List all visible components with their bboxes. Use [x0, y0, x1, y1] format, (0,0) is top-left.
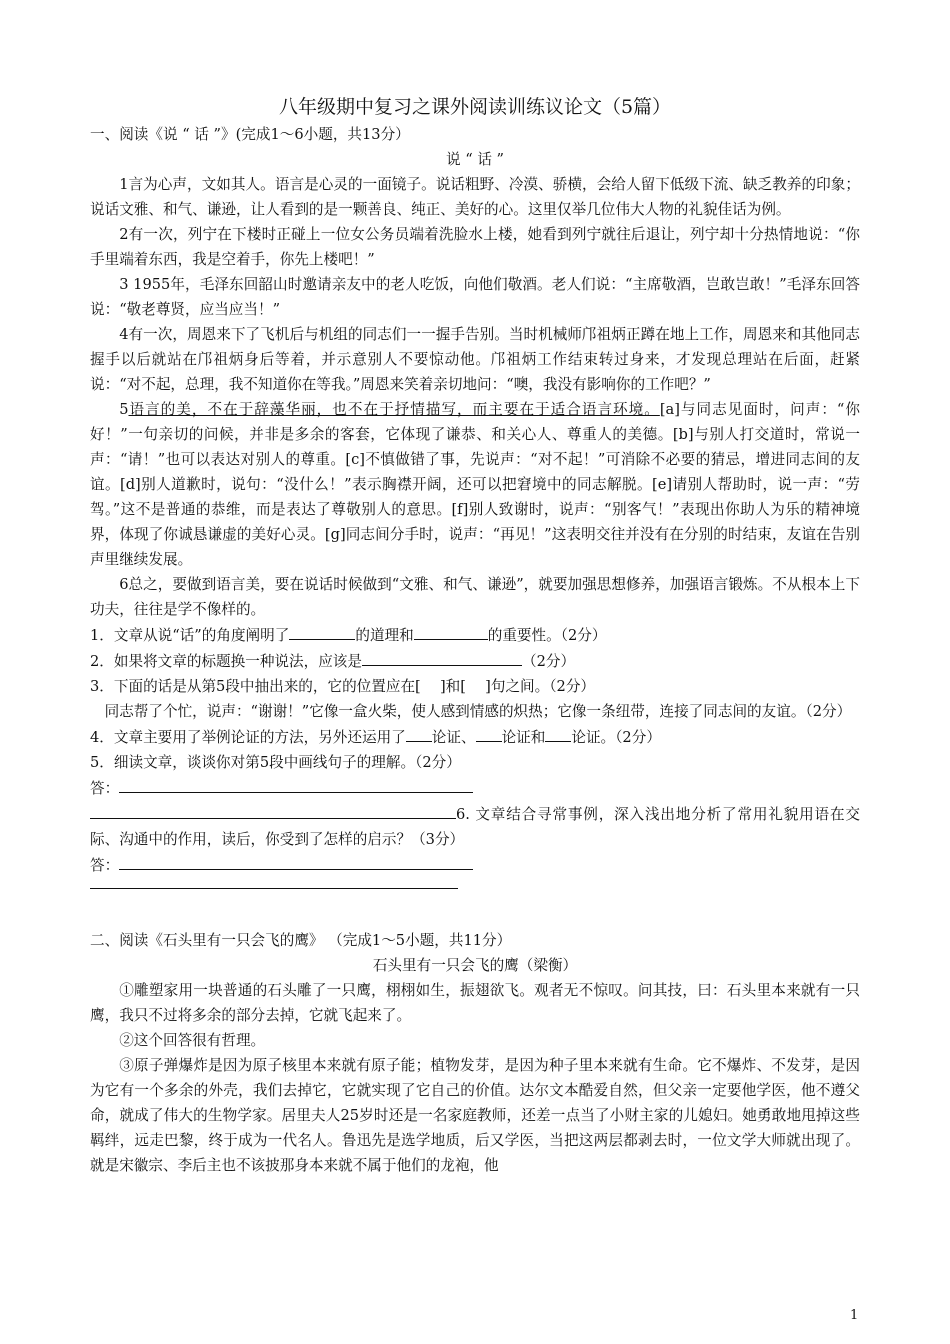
page-number: 1 — [850, 1308, 859, 1323]
section-gap — [90, 903, 860, 928]
article1-paragraph-5 — [90, 397, 860, 572]
article1-paragraph-4: 4有一次，周恩来下了飞机后与机组的同志们一一握手告别。当时机械师邝祖炳正蹲在地上工作，周恩来和其他同志握手以后就站在邝祖炳身后等着，并示意别人不要惊动他。邝祖炳工作结束转过身来，才发现总理站在后面，赶紧说：“对不起，总理，我不知道你在等我。”周恩来笑着亲切地问：“噢，我没有影响你的工作吧？” — [90, 326, 860, 393]
article1-paragraph-2: 2有一次，列宁在下楼时正碰上一位女公务员端着洗脸水上楼，她看到列宁就往后退让，列宁却十分热情地说：“你手里端着东西，我是空着手，你先上楼吧！” — [90, 226, 860, 268]
answer-blank[interactable] — [414, 622, 488, 640]
answer-line[interactable] — [90, 878, 458, 889]
paragraph-5-body: [a]与同志见面时，问声：“你好！”一句亲切的问候，并非是多余的客套，它体现了谦恭、和关心人、尊重人的美德。[b]与别人打交道时，常说一声：“请！”也可以表达对别人的尊重。[c]不慎做错了事，先说声：“对不起！”可消除不必要的猜忌，增进同志间的友谊。[d]别人道歉时，说句：“没什么！”表示胸襟开阔，还可以把窘境中的同志解脱。[e]请别人帮助时，说一声：“劳驾。”这不是普通的恭维，而是表达了尊敬别人的意思。[f]别人致谢时，说声：“别客气！”表现出你助人为乐的精神境界，体现了你诚恳谦虚的美好心灵。[g]同志间分手时，说声：“再见！”这表明交往并没有在分别的时结束，友谊在告别声里继续发展。 — [90, 401, 860, 568]
question-2: 2．如果将文章的标题换一种说法，应该是 （2分） — [90, 648, 860, 674]
article1-paragraph-1: 1言为心声，文如其人。语言是心灵的一面镜子。说话粗野、冷漠、骄横，会给人留下低级下流、缺乏教养的印象；说话文雅、和气、谦逊，让人看到的是一颗善良、纯正、美好的心。这里仅举几位伟大人物的礼貌佳话为例。 — [90, 176, 860, 218]
question-3-quote: 同志帮了个忙，说声：“谢谢！”它像一盒火柴，使人感到情感的炽热；它像一条纽带，连接了同志间的友谊。（2分） — [104, 703, 852, 720]
document-page — [90, 92, 860, 1178]
answer-line[interactable] — [119, 852, 473, 870]
answer-blank[interactable] — [545, 724, 571, 742]
article1-title: 说 “ 话 ” — [445, 151, 505, 168]
article2-paragraph-2: ②这个回答很有哲理。 — [119, 1032, 266, 1049]
answer-line[interactable] — [90, 801, 456, 819]
question-4: 4．文章主要用了举例论证的方法，另外还运用了 论证、 论证和 论证。（2分） — [90, 724, 860, 750]
question-3: 3．下面的话是从第5段中抽出来的，它的位置应在[ ]和[ ]句之间。（2分） — [90, 678, 596, 695]
answer-blank[interactable] — [406, 724, 432, 742]
article2-paragraph-1: ①雕塑家用一块普通的石头雕了一只鹰，栩栩如生，振翅欲飞。观者无不惊叹。问其技，曰：石头里本来就有一只鹰，我只不过将多余的部分去掉，它就飞起来了。 — [90, 982, 860, 1024]
answer-blank[interactable] — [289, 622, 355, 640]
question-1: 1．文章从说“话”的角度阐明了 的道理和 的重要性。（2分） — [90, 622, 860, 648]
underlined-key-sentence: 语言的美，不在于辞藻华丽，也不在于抒情描写，而主要在于适合语言环境。 — [128, 401, 660, 418]
paragraph-5-number: 5 — [119, 401, 129, 418]
answer-blank[interactable] — [362, 648, 522, 666]
section2-heading: 二、阅读《石头里有一只会飞的鹰》 （完成1～5小题，共11分） — [90, 932, 512, 949]
question-5-answer: 答： — [90, 775, 860, 801]
document-title: 八年级期中复习之课外阅读训练议论文（5篇） — [278, 96, 672, 118]
question-5: 5．细读文章，谈谈你对第5段中画线句子的理解。（2分） — [90, 754, 461, 771]
article1-paragraph-3: 3 1955年，毛泽东回韶山时邀请亲友中的老人吃饭，向他们敬酒。老人们说：“主席敬酒，岂敢岂敢！”毛泽东回答说：“敬老尊贤，应当应当！” — [90, 276, 860, 318]
article2-paragraph-3: ③原子弹爆炸是因为原子核里本来就有原子能；植物发芽，是因为种子里本来就有生命。它不爆炸、不发芽，是因为它有一个多余的外壳，我们去掉它，它就实现了它自己的价值。达尔文本酷爱自然，但父亲一定要他学医，他不遵父命，就成了伟大的生物学家。居里夫人25岁时还是一名家庭教师，还差一点当了小财主家的儿媳妇。她勇敢地甩掉这些羁绊，远走巴黎，终于成为一代名人。鲁迅先是选学地质，后又学医，当把这两层都剥去时，一位文学大师就出现了。就是宋徽宗、李后主也不该披那身本来就不属于他们的龙袍，他 — [90, 1057, 860, 1174]
article2-title: 石头里有一只会飞的鹰（梁衡） — [372, 957, 578, 974]
answer-blank[interactable] — [476, 724, 502, 742]
article1-paragraph-6: 6总之，要做到语言美，要在说话时候做到“文雅、和气、谦逊”，就要加强思想修养，加强语言锻炼。不从根本上下功夫，往往是学不像样的。 — [90, 576, 860, 618]
answer-line[interactable] — [119, 775, 473, 793]
question-6: 6. 文章结合寻常事例，深入浅出地分析了常用礼貌用语在交际、沟通中的作用，读后，你受到了怎样的启示？（3分） — [90, 801, 860, 852]
question-6-answer: 答： — [90, 852, 860, 878]
section1-heading: 一、阅读《说 “ 话 ”》(完成1～6小题，共13分） — [90, 126, 410, 143]
